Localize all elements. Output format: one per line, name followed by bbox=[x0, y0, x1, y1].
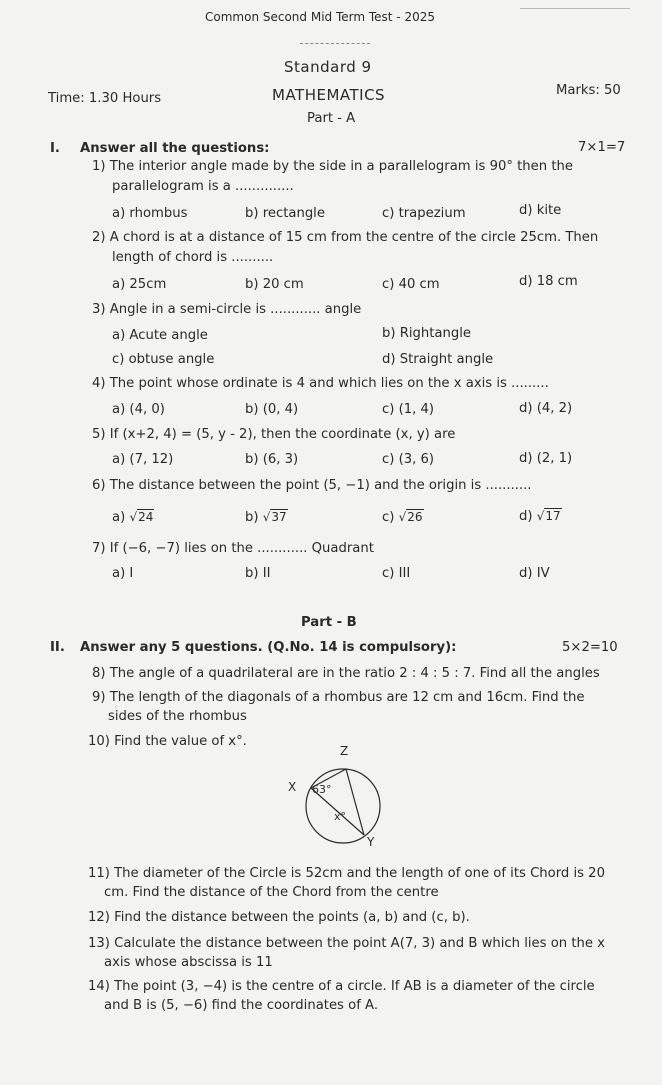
top-edge-mark bbox=[520, 0, 630, 9]
q1-option-c: c) trapezium bbox=[382, 206, 466, 221]
q3-option-d: d) Straight angle bbox=[382, 352, 494, 367]
question-14-line-2: and B is (5, −6) find the coordinates of A. bbox=[104, 998, 379, 1013]
label-z: Z bbox=[340, 744, 349, 758]
q5-option-d: d) (2, 1) bbox=[519, 451, 573, 466]
question-9-line-1: 9) The length of the diagonals of a rhombus are 12 cm and 16cm. Find the bbox=[92, 690, 585, 705]
question-13-line-2: axis whose abscissa is 11 bbox=[104, 955, 273, 970]
time-label: Time: 1.30 Hours bbox=[48, 91, 162, 106]
q4-option-b: b) (0, 4) bbox=[245, 402, 299, 417]
q6-option-c: c) √26 bbox=[382, 510, 423, 525]
question-1-line-1: 1) The interior angle made by the side in a parallelogram is 90° then the bbox=[92, 159, 573, 174]
label-y: Y bbox=[367, 835, 375, 849]
part-b-instruction: Answer any 5 questions. (Q.No. 14 is compulsory): bbox=[80, 640, 457, 655]
angle-63-label: 63° bbox=[312, 783, 332, 796]
q6-option-b: b) √37 bbox=[245, 510, 287, 525]
part-b-title: Part - B bbox=[301, 615, 357, 630]
q1-option-a: a) rhombus bbox=[112, 206, 188, 221]
question-11-line-2: cm. Find the distance of the Chord from the centre bbox=[104, 885, 439, 900]
q2-option-b: b) 20 cm bbox=[245, 277, 304, 292]
test-title: Common Second Mid Term Test - 2025 bbox=[205, 10, 435, 24]
question-1-line-2: parallelogram is a .............. bbox=[112, 179, 294, 194]
q7-option-b: b) II bbox=[245, 566, 271, 581]
question-12-line-1: 12) Find the distance between the points (a, b) and (c, b). bbox=[88, 910, 470, 925]
q1-option-b: b) rectangle bbox=[245, 206, 325, 221]
standard-label: Standard 9 bbox=[284, 58, 372, 76]
q7-option-d: d) IV bbox=[519, 566, 550, 581]
question-3-line-1: 3) Angle in a semi-circle is ............ angle bbox=[92, 302, 362, 317]
question-2-line-1: 2) A chord is at a distance of 15 cm from the centre of the circle 25cm. Then bbox=[92, 230, 599, 245]
question-2-line-2: length of chord is .......... bbox=[112, 250, 274, 265]
question-11-line-1: 11) The diameter of the Circle is 52cm and the length of one of its Chord is 20 bbox=[88, 866, 605, 881]
q1-option-d: d) kite bbox=[519, 203, 562, 218]
q2-option-a: a) 25cm bbox=[112, 277, 167, 292]
marks-label: Marks: 50 bbox=[556, 83, 621, 98]
question-8-line-1: 8) The angle of a quadrilateral are in the ratio 2 : 4 : 5 : 7. Find all the angles bbox=[92, 666, 600, 681]
q5-option-b: b) (6, 3) bbox=[245, 452, 299, 467]
part-a-title: Part - A bbox=[307, 111, 356, 126]
q6-option-a: a) √24 bbox=[112, 510, 154, 525]
q6-option-d: d) √17 bbox=[519, 509, 561, 524]
part-a-instruction: Answer all the questions: bbox=[80, 141, 270, 156]
header-divider bbox=[300, 43, 370, 44]
q3-option-b: b) Rightangle bbox=[382, 326, 472, 341]
q5-option-a: a) (7, 12) bbox=[112, 452, 174, 467]
label-x: X bbox=[288, 780, 297, 794]
question-4-line-1: 4) The point whose ordinate is 4 and which lies on the x axis is ......... bbox=[92, 376, 549, 391]
chord-zy bbox=[346, 769, 364, 835]
q7-option-c: c) III bbox=[382, 566, 411, 581]
q4-option-c: c) (1, 4) bbox=[382, 402, 435, 417]
question-9-line-2: sides of the rhombus bbox=[108, 709, 247, 724]
q4-option-d: d) (4, 2) bbox=[519, 401, 573, 416]
part-a-score: 7×1=7 bbox=[578, 140, 626, 155]
section-ii-label: II. bbox=[50, 640, 65, 655]
subject-label: MATHEMATICS bbox=[272, 86, 386, 104]
q2-option-c: c) 40 cm bbox=[382, 277, 440, 292]
part-b-score: 5×2=10 bbox=[562, 640, 618, 655]
q3-option-a: a) Acute angle bbox=[112, 328, 208, 343]
question-5-line-1: 5) If (x+2, 4) = (5, y - 2), then the coordinate (x, y) are bbox=[92, 427, 456, 442]
question-14-line-1: 14) The point (3, −4) is the centre of a circle. If AB is a diameter of the circle bbox=[88, 979, 595, 994]
question-7-line-1: 7) If (−6, −7) lies on the ............ Quadrant bbox=[92, 541, 374, 556]
question-13-line-1: 13) Calculate the distance between the point A(7, 3) and B which lies on the x bbox=[88, 936, 605, 951]
question-6-line-1: 6) The distance between the point (5, −1) and the origin is ........... bbox=[92, 478, 532, 493]
question-10-line-1: 10) Find the value of x°. bbox=[88, 734, 247, 749]
angle-x-label: x° bbox=[334, 810, 347, 823]
circle-outline bbox=[306, 769, 380, 843]
section-i-label: I. bbox=[50, 141, 60, 156]
q7-option-a: a) I bbox=[112, 566, 134, 581]
q4-option-a: a) (4, 0) bbox=[112, 402, 165, 417]
circle-figure bbox=[280, 740, 390, 850]
q5-option-c: c) (3, 6) bbox=[382, 452, 435, 467]
q3-option-c: c) obtuse angle bbox=[112, 352, 215, 367]
q2-option-d: d) 18 cm bbox=[519, 274, 578, 289]
